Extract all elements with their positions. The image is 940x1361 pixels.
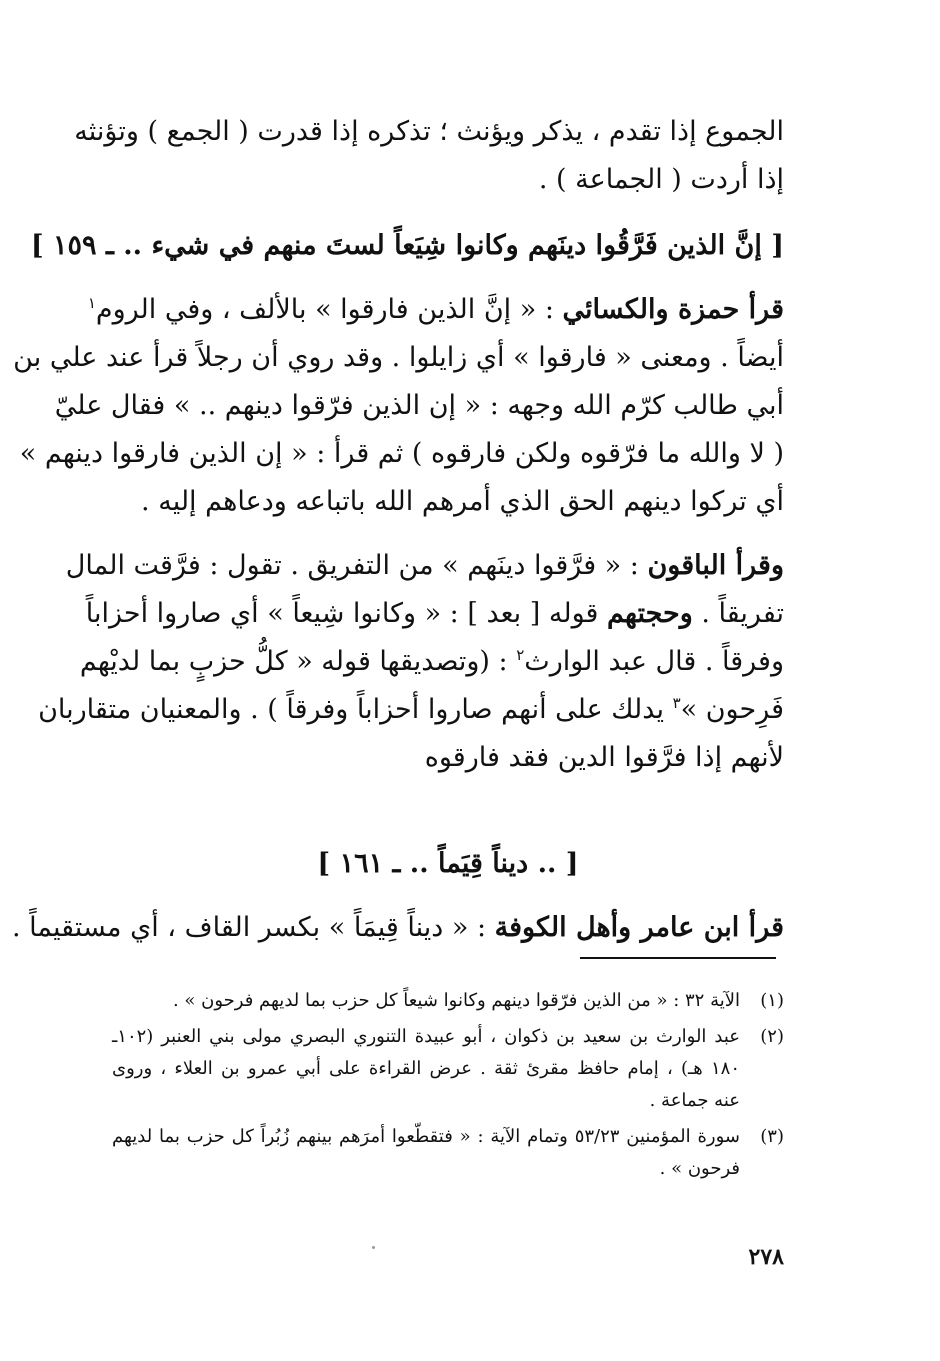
- page-number: ٢٧٨: [748, 1244, 784, 1270]
- text-line: [65, 542, 784, 590]
- bold-term: وحجتهم: [607, 598, 693, 629]
- text-line: سورة المؤمنين ٥٣/٢٣ وتمام الآية : « فتقطّعوا أمرَهم بينهم زُبُراً كل حزب بما لديهم: [112, 1126, 740, 1147]
- text-run: : (وتصديقها قوله « كلُّ حزبٍ بما لديْهم: [79, 646, 517, 677]
- text-line: [12, 904, 784, 952]
- paragraph-3: [38, 542, 784, 782]
- footnote-ref-1: ١: [87, 294, 96, 312]
- footnote-ref-3: ٣: [672, 694, 681, 712]
- text-line: أبي طالب كرّم الله وجهه : « إن الذين فرّقوا دينهم .. » فقال عليّ: [54, 390, 784, 421]
- text-line: أيضاً . ومعنى « فارقوا » أي زايلوا . وقد روي أن رجلاً قرأ عند علي بن: [13, 342, 784, 373]
- text-line: الآية ٣٢ : « من الذين فرّقوا دينهم وكانوا شيعاً كل حزب بما لديهم فرحون » .: [172, 990, 740, 1011]
- footnote-number: (٢): [760, 1026, 784, 1047]
- footnote-number: (١): [760, 990, 784, 1011]
- footnote-ref-2: ٢: [516, 646, 525, 664]
- footnote-text: [112, 1021, 740, 1117]
- text-run: : « فرَّقوا دينَهم » من التفريق . تقول : فرَّقت المال: [65, 550, 648, 581]
- text-line: [87, 286, 784, 334]
- reader-names: قرأ ابن عامر وأهل الكوفة: [494, 912, 784, 943]
- text-line: [38, 686, 784, 734]
- text-run: : « إنَّ الذين فارقوا » بالألف ، وفي الروم: [95, 294, 563, 325]
- text-line: لأنهم إذا فرَّقوا الدين فقد فارقوه: [424, 742, 784, 773]
- text-run: تفريقاً .: [692, 598, 784, 629]
- scan-speck: [372, 1246, 375, 1249]
- footnote-3: [112, 1121, 784, 1185]
- footnote-number: (٣): [760, 1126, 784, 1147]
- text-line: [85, 590, 784, 638]
- paragraph-1: [74, 108, 784, 204]
- footnotes: [112, 985, 784, 1189]
- text-run: فَرِحون »: [680, 694, 784, 725]
- text-line: إذا أردت ( الجماعة ) .: [538, 164, 784, 195]
- text-run: وفرقاً . قال عبد الوارث: [524, 646, 784, 677]
- text-line: [79, 638, 784, 686]
- verse-heading-161: [ .. ديناً قِيَماً .. ـ ١٦١ ]: [317, 848, 579, 879]
- footnote-1: [112, 985, 784, 1017]
- footnote-separator: [580, 957, 776, 959]
- page-body: [12, 108, 784, 952]
- text-line: عبد الوارث بن سعيد بن ذكوان ، أبو عبيدة التنوري البصري مولى بني العنبر (١٠٢ـ: [112, 1026, 740, 1047]
- text-line: الجموع إذا تقدم ، يذكر ويؤنث ؛ تذكره إذا قدرت ( الجمع ) وتؤنثه: [74, 116, 784, 147]
- text-line: ١٨٠ هـ) ، إمام حافظ مقرئ ثقة . عرض القراءة على أبي عمرو بن العلاء ، وروى: [112, 1058, 740, 1079]
- paragraph-4: [12, 904, 784, 952]
- text-run: قوله [ بعد ] : « وكانوا شِيعاً » أي صاروا أحزاباً: [85, 598, 608, 629]
- text-run: يدلك على أنهم صاروا أحزاباً وفرقاً ) . والمعنيان متقاربان: [38, 694, 673, 725]
- text-line: عنه جماعة .: [649, 1090, 740, 1111]
- text-line: ( لا والله ما فرّقوه ولكن فارقوه ) ثم قرأ : « إن الذين فارقوا دينهم »: [19, 438, 784, 469]
- text-run: : « ديناً قِيمَاً » بكسر القاف ، أي مستقيماً .: [12, 912, 495, 943]
- footnote-text: [112, 985, 740, 1017]
- paragraph-2: [13, 286, 784, 526]
- text-line: أي تركوا دينهم الحق الذي أمرهم الله باتباعه ودعاهم إليه .: [141, 486, 784, 517]
- footnote-2: [112, 1021, 784, 1117]
- reader-names: وقرأ الباقون: [647, 550, 784, 581]
- footnote-text: [112, 1121, 740, 1185]
- reader-names: قرأ حمزة والكسائي: [562, 294, 784, 325]
- verse-heading-159: [ إنَّ الذين فَرَّقُوا دينَهم وكانوا شِيَعاً لستَ منهم في شيء .. ـ ١٥٩ ]: [30, 230, 784, 261]
- text-line: فرحون » .: [659, 1158, 740, 1179]
